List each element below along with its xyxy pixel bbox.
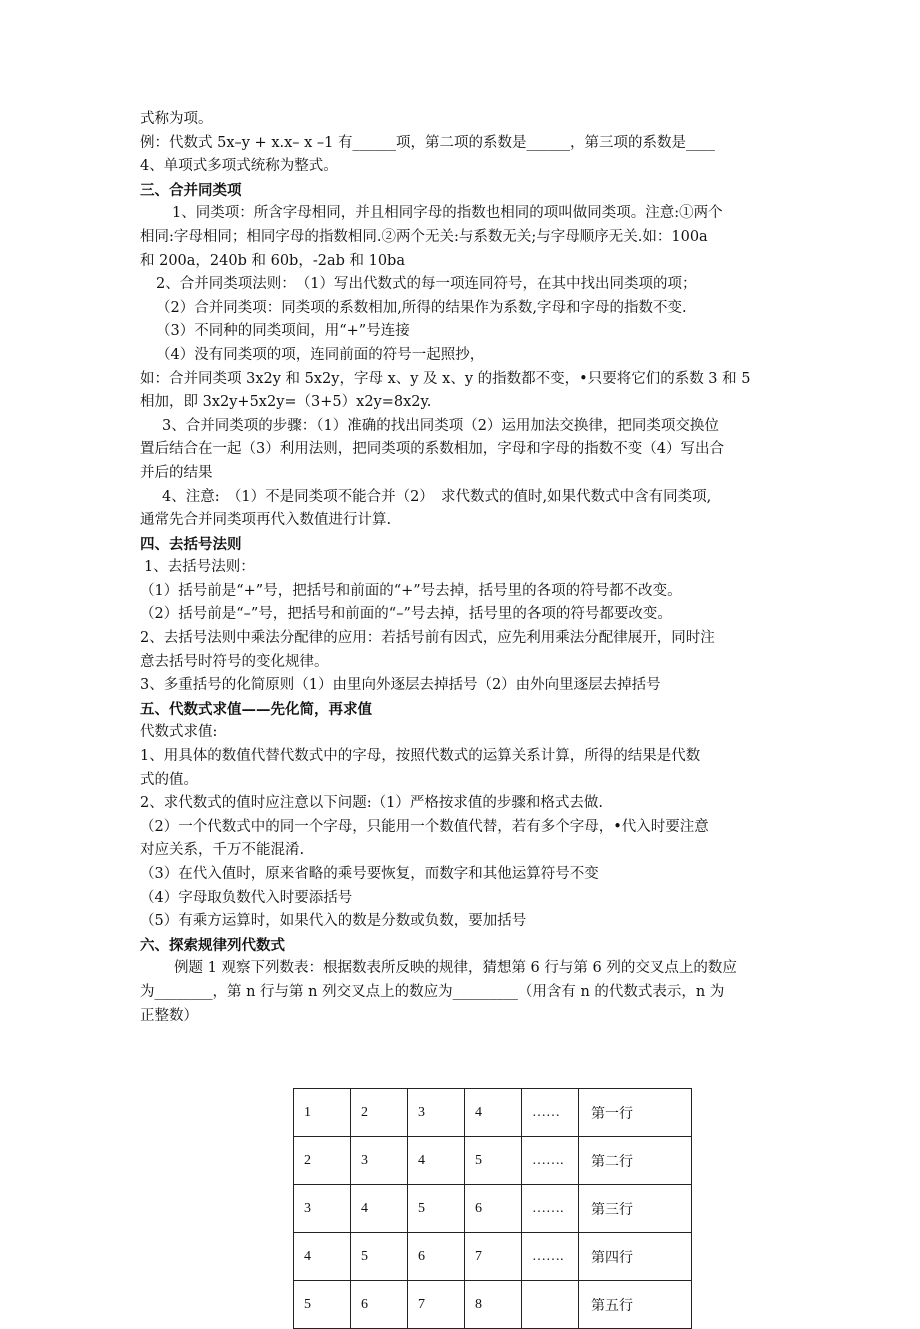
table-cell: 5 [408, 1185, 465, 1233]
text-line: 1、去括号法则： [144, 559, 255, 576]
table-row [294, 1281, 692, 1329]
text-line: 4、单项式多项式统称为整式。 [140, 158, 338, 175]
table-cell: 6 [351, 1281, 408, 1329]
text-line: 相同:字母相同；相同字母的指数相同.②两个无关:与系数无关;与字母顺序无关.如：100a [140, 228, 708, 245]
table-cell: ……. [522, 1137, 579, 1185]
text-line: （1）括号前是“+”号，把括号和前面的“+”号去掉，括号里的各项的符号都不改变。 [140, 582, 682, 599]
table-cell: 1 [294, 1089, 351, 1137]
text-line: （4）没有同类项的项，连同前面的符号一起照抄， [156, 346, 485, 363]
text-line: （2）括号前是“–”号，把括号和前面的“–”号去掉，括号里的各项的符号都要改变。 [140, 606, 672, 623]
text-line: 通常先合并同类项再代入数值进行计算. [140, 512, 392, 529]
table-row [294, 1233, 692, 1281]
row-label-cell: 第五行 [579, 1281, 692, 1329]
text-line: 意去括号时符号的变化规律。 [140, 653, 329, 670]
text-line: 并后的结果 [140, 464, 213, 481]
text-line: 1、用具体的数值代替代数式中的字母，按照代数式的运算关系计算，所得的结果是代数 [140, 748, 701, 765]
number-table [293, 1088, 692, 1329]
section-heading: 六、探索规律列代数式 [140, 936, 285, 954]
text-line: 例题 1 观察下列数表：根据数表所反映的规律，猜想第 6 行与第 6 列的交叉点上的数应 [174, 960, 737, 977]
text-line: （3）不同种的同类项间，用“+”号连接 [156, 323, 410, 340]
table-cell: 6 [465, 1185, 522, 1233]
table-row [294, 1089, 692, 1137]
text-line: 2、合并同类项法则： （1）写出代数式的每一项连同符号，在其中找出同类项的项； [156, 276, 697, 293]
text-line: 置后结合在一起（3）利用法则，把同类项的系数相加，字母和字母的指数不变（4）写出合 [140, 441, 724, 458]
table-cell: 7 [408, 1281, 465, 1329]
table-cell: 5 [294, 1281, 351, 1329]
text-line: 式的值。 [140, 771, 198, 788]
table-cell: 3 [294, 1185, 351, 1233]
text-line: 例：代数式 5x–y + x.x– x –1 有______项，第二项的系数是______，第三项的系数是____ [140, 134, 716, 151]
table-cell: 4 [408, 1137, 465, 1185]
table-cell: ……. [522, 1185, 579, 1233]
text-line: 式称为项。 [140, 111, 213, 127]
text-line: 3、合并同类项的步骤：（1）准确的找出同类项（2）运用加法交换律，把同类项交换位 [162, 417, 719, 434]
text-line: （5）有乘方运算时，如果代入的数是分数或负数，要加括号 [140, 913, 527, 930]
table-cell: 5 [351, 1233, 408, 1281]
table-cell: 4 [351, 1185, 408, 1233]
table-cell: 6 [408, 1233, 465, 1281]
section-heading: 五、代数式求值——先化简，再求值 [140, 700, 372, 718]
text-line: 为________，第 n 行与第 n 列交叉点上的数应为_________（用含有 n 的代数式表示，n 为 [140, 983, 725, 1000]
table-cell: 3 [351, 1137, 408, 1185]
text-line: 如：合并同类项 3x2y 和 5x2y，字母 x、y 及 x、y 的指数都不变，•只要将它们的系数 3 和 5 [140, 370, 751, 387]
section-heading: 三、合并同类项 [140, 181, 242, 199]
text-line: （4）字母取负数代入时要添括号 [140, 889, 353, 906]
text-line: （3）在代入值时，原来省略的乘号要恢复，而数字和其他运算符号不变 [140, 866, 599, 882]
table-cell: 4 [465, 1089, 522, 1137]
table-cell: 8 [465, 1281, 522, 1329]
document-text [140, 108, 790, 1028]
table-cell: …… [522, 1089, 579, 1137]
text-line: （2）合并同类项：同类项的系数相加,所得的结果作为系数,字母和字母的指数不变. [156, 299, 687, 316]
text-line: 1、同类项：所含字母相同，并且相同字母的指数也相同的项叫做同类项。注意:①两个 [172, 205, 723, 222]
table-cell: 2 [351, 1089, 408, 1137]
table-cell: 5 [465, 1137, 522, 1185]
text-line: 代数式求值: [140, 724, 218, 741]
text-line: 4、注意: （1）不是同类项不能合并（2） 求代数式的值时,如果代数式中含有同类项, [162, 488, 712, 505]
table-cell: 3 [408, 1089, 465, 1137]
text-line: 和 200a，240b 和 60b，-2ab 和 10ba [140, 252, 405, 269]
table-cell: 7 [465, 1233, 522, 1281]
table-row [294, 1185, 692, 1233]
section-heading: 四、去括号法则 [140, 535, 242, 553]
row-label-cell: 第四行 [579, 1233, 692, 1281]
text-line: 相加，即 3x2y+5x2y=（3+5）x2y=8x2y. [140, 394, 432, 411]
table-row [294, 1137, 692, 1185]
table-cell: ……. [522, 1233, 579, 1281]
text-line: 2、去括号法则中乘法分配律的应用：若括号前有因式，应先利用乘法分配律展开，同时注 [140, 630, 715, 647]
text-line: 3、多重括号的化简原则（1）由里向外逐层去掉括号（2）由外向里逐层去掉括号 [140, 677, 661, 694]
text-line: 对应关系，千万不能混淆. [140, 842, 305, 859]
text-line: 2、求代数式的值时应注意以下问题:（1）严格按求值的步骤和格式去做. [140, 795, 603, 812]
row-label-cell: 第三行 [579, 1185, 692, 1233]
table-cell [522, 1281, 579, 1329]
row-label-cell: 第二行 [579, 1137, 692, 1185]
row-label-cell: 第一行 [579, 1089, 692, 1137]
text-line: 正整数） [140, 1007, 198, 1024]
table-cell: 2 [294, 1137, 351, 1185]
table-cell: 4 [294, 1233, 351, 1281]
text-line: （2）一个代数式中的同一个字母，只能用一个数值代替，若有多个字母，•代入时要注意 [140, 818, 709, 835]
